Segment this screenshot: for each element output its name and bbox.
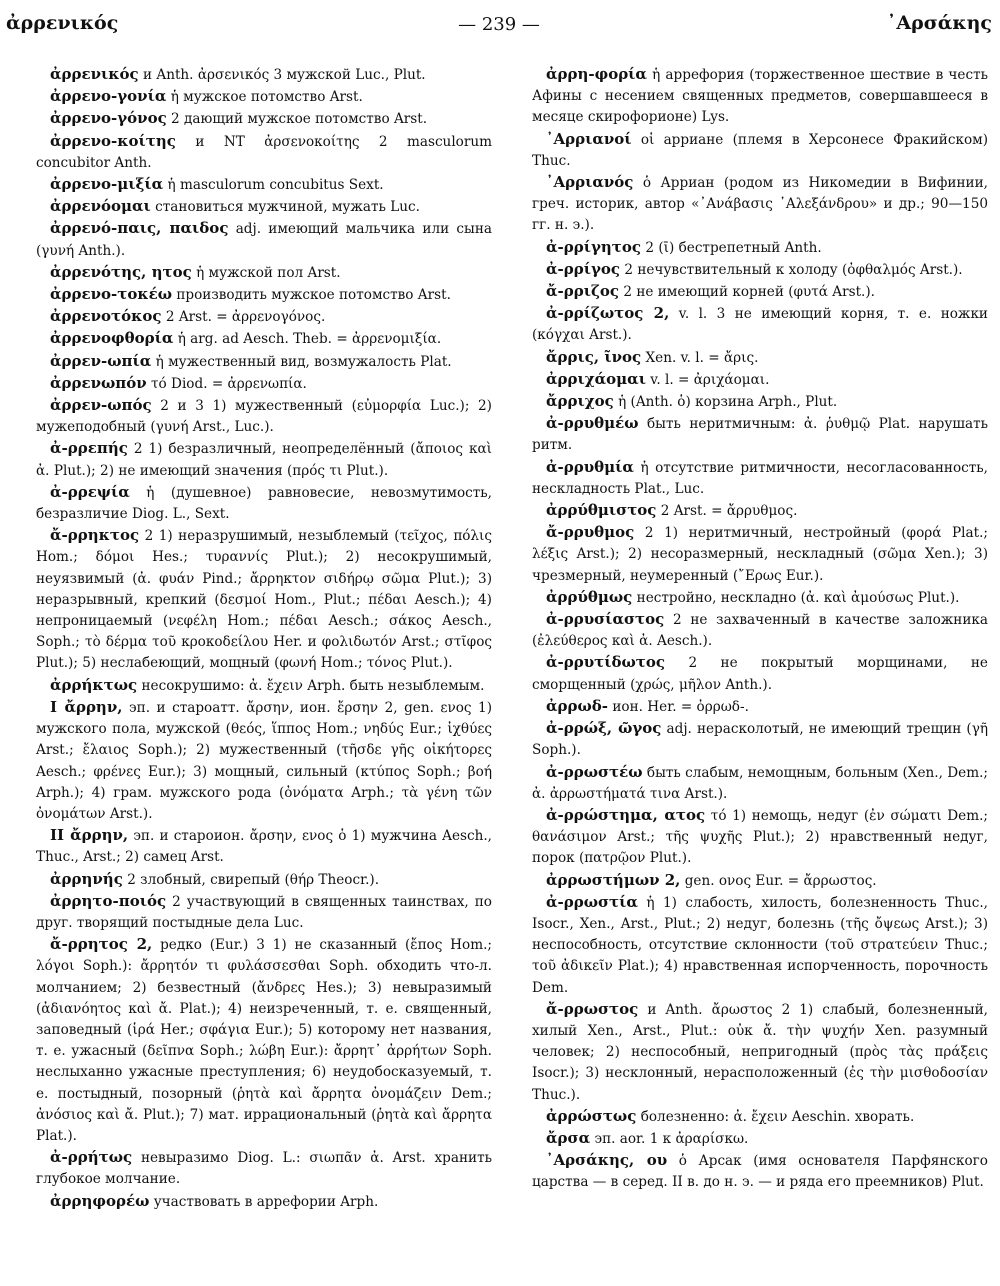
entry-headword: ἀρρενο-γόνος bbox=[50, 109, 167, 128]
entry-definition: v. l. 3 не имеющий корня, т. е. ножки (κόγχαι Arst.). bbox=[532, 306, 988, 344]
entry-definition: несокрушимо: ἀ. ἔχειν Arph. быть незыблемым. bbox=[141, 677, 485, 694]
dictionary-entry bbox=[532, 1106, 988, 1128]
entry-definition: ἡ мужской пол Arst. bbox=[196, 264, 341, 281]
entry-headword: ἀρρεν-ωπία bbox=[50, 351, 152, 370]
entry-definition: ἡ masculorum concubitus Sext. bbox=[167, 177, 384, 194]
header-right-guideword: ᾿Αρσάκης bbox=[886, 12, 992, 34]
dictionary-entry bbox=[532, 500, 988, 522]
dictionary-entry bbox=[36, 64, 492, 86]
dictionary-entry bbox=[36, 86, 492, 108]
entry-headword: ἀ-ρρυθμία bbox=[546, 457, 634, 476]
dictionary-entry bbox=[36, 351, 492, 373]
entry-definition: 2 не имеющий корней (φυτά Arst.). bbox=[623, 284, 876, 301]
entry-headword: ἀρρενο-κοίτης bbox=[50, 131, 176, 150]
entry-definition: 2 дающий мужское потомство Arst. bbox=[171, 111, 428, 128]
dictionary-entry bbox=[532, 303, 988, 346]
entry-definition: эп. aor. 1 к ἀραρίσκω. bbox=[594, 1130, 749, 1147]
dictionary-entry bbox=[532, 870, 988, 892]
entry-definition: ἡ аррефория (торжественное шествие в честь Афины с несением священных предметов, совершавшееся в месяце скирофорионе) Lys. bbox=[532, 67, 988, 126]
entry-definition: 2 1) неритмичный, нестройный (φορά Plat.; λέξις Arst.); 2) несоразмерный, нескладный (σῶμα Xen.); 3) чрезмерный, неумеренный (῎Ερως Eur.). bbox=[532, 525, 988, 584]
entry-definition: 2 Arst. = ἄρρυθμος. bbox=[660, 503, 798, 520]
dictionary-entry bbox=[36, 262, 492, 284]
entry-definition: οἱ арриане (племя в Херсонесе Фракийском) Thuc. bbox=[532, 131, 989, 169]
entry-headword: ᾿Αρσάκης, ου bbox=[546, 1151, 668, 1170]
entry-headword: ᾿Αρριανοί bbox=[546, 129, 632, 148]
entry-headword: ἀ-ρρίγητος bbox=[546, 237, 642, 256]
dictionary-entry bbox=[532, 718, 988, 761]
entry-definition: ὁ Арсак (имя основателя Парфянского царства — в серед. II в. до н. э. — и ряда его преемников) Plut. bbox=[532, 1153, 988, 1191]
entry-definition: τό 1) немощь, недуг (ἐν σώματι Dem.; θανάσιμον Arst.; τῆς ψυχῆς Plut.); 2) нравственный недуг, порок (πατρῷον Plut.). bbox=[532, 807, 988, 867]
entry-headword: ἀ-ρρυτίδωτος bbox=[546, 653, 665, 672]
dictionary-entry bbox=[532, 892, 988, 999]
entry-headword: ἀ-ρρωστέω bbox=[546, 762, 643, 781]
entry-headword: ἀρρενότης, ητος bbox=[50, 262, 192, 281]
entry-headword: ἀρρηφορέω bbox=[50, 1191, 150, 1210]
dictionary-entry bbox=[532, 64, 988, 129]
entry-definition: редко (Eur.) 3 1) не сказанный (ἔπος Hom.; λόγοι Soph.): ἄρρητόν τι φυλάσσεσθαι Soph. обходить что-л. молчанием; 2) безвестный (ἄνδρες Hes.); 3) невыразимый (ἀδιανόητος καὶ ἄ. Plat.); 4) неизреченный, т. е. священный, заповедный (ἱρά Her.; σφάγια Eur.); 5) которому нет названия, т. е. ужасный (δεῖπνα Soph.; λώβη Eur.): ἄρρητ᾽ ἀρρήτων Soph. неслыханно ужасные преступления; 6) неудобосказуемый, т. е. постыдный, позорный (ῥητὰ καὶ ἄρρητα ὀνομάζειν Dem.; ἀνόσιος καὶ ἄ. Plut.); 7) мат. иррациональный (ῥητὰ καὶ ἄρρητα Plat.). bbox=[36, 937, 492, 1144]
entry-definition: ἡ 1) слабость, хилость, болезненность Thuc., Isocr., Xen., Arst., Plut.; 2) недуг, болезнь (τῆς ὄψεως Arst.); 3) неспособность, отсутствие склонности (τοῦ στρατεύειν Thuc.; τοῦ ἀδικεῖν Plat.); 4) нравственная испорченность, порочность Dem. bbox=[532, 894, 988, 996]
entry-headword: ἀ-ρρήτως bbox=[50, 1148, 133, 1167]
entry-definition: 2 нечувствительный к холоду (ὀφθαλμός Arst.). bbox=[624, 261, 963, 278]
dictionary-entry bbox=[532, 129, 988, 172]
dictionary-entry bbox=[532, 762, 988, 805]
entry-definition: производить мужское потомство Arst. bbox=[176, 287, 451, 304]
dictionary-entry bbox=[532, 259, 988, 281]
entry-headword: II ἄρρην, bbox=[50, 826, 129, 845]
entry-headword: ᾿Αρριανός bbox=[546, 173, 634, 192]
dictionary-entry bbox=[36, 1147, 492, 1190]
entry-headword: ἀ-ρρεπής bbox=[50, 439, 128, 458]
entry-headword: ἀρρηνής bbox=[50, 869, 123, 888]
dictionary-entry bbox=[532, 999, 988, 1106]
entry-headword: ἀρρη-φορία bbox=[546, 65, 647, 83]
entry-definition: ἡ отсутствие ритмичности, несогласованность, нескладность Plat., Luc. bbox=[532, 459, 988, 497]
dictionary-entry bbox=[532, 413, 988, 456]
header-left-guideword: ἀρρενικός bbox=[6, 12, 119, 34]
entry-definition: 2 1) неразрушимый, незыблемый (τεῖχος, πόλις Hom.; δόμοι Hes.; τυραννίς Plut.); 2) несокрушимый, неуязвимый (ἀ. φυάν Pind.; ἄρρηκτον σιδήρῳ σῶμα Plut.); 3) неразрывный, крепкий (δεσμοί Hom., Plut.; πέδαι Aesch.); 4) непроницаемый (νεφέλη Hom.; πέδαι Aesch.; σάκος Aesch., Soph.; τὸ δέρμα τοῦ κροκοδείλου Her. и φολιδωτόν Arst.; στῖφος Plut.); 5) неслабеющий, мощный (φωνή Hom.; τόνος Plut.). bbox=[36, 528, 492, 672]
entry-headword: ἀ-ρρώξ, ῶγος bbox=[546, 719, 662, 738]
dictionary-entry bbox=[36, 934, 492, 1147]
entry-definition: быть слабым, немощным, больным (Xen., Dem.; ἀ. ἀρρωστήματά τινα Arst.). bbox=[532, 764, 988, 802]
dictionary-entry bbox=[36, 438, 492, 481]
dictionary-entry bbox=[532, 1150, 988, 1193]
entry-headword: ἀ-ρρυσίαστος bbox=[546, 610, 665, 629]
entry-definition: ἡ (душевное) равновесие, невозмутимость, безразличие Diog. L., Sext. bbox=[36, 484, 492, 523]
entry-definition: быть неритмичным: ἀ. ῥυθμῷ Plat. нарушать ритм. bbox=[532, 416, 989, 454]
dictionary-entry bbox=[36, 1191, 492, 1213]
entry-headword: I ἄρρην, bbox=[50, 697, 123, 716]
entry-definition: τό Diod. = ἀρρενωπία. bbox=[151, 375, 307, 392]
entry-definition: становиться мужчиной, мужать Luc. bbox=[155, 199, 420, 216]
entry-headword: ἀ-ρρώστημα, ατος bbox=[546, 805, 706, 824]
dictionary-entry bbox=[532, 237, 988, 259]
entry-headword: ἀρρενο-τοκέω bbox=[50, 285, 172, 304]
dictionary-entry bbox=[36, 482, 492, 525]
entry-definition: gen. ονος Eur. = ἄρρωστος. bbox=[684, 872, 877, 889]
entry-headword: ἀρρωδ- bbox=[546, 696, 609, 715]
entry-headword: ἀρρενο-μιξία bbox=[50, 175, 164, 194]
right-column bbox=[532, 64, 988, 1286]
dictionary-entry bbox=[532, 347, 988, 369]
entry-definition: 2 (ῑ) бестрепетный Anth. bbox=[645, 239, 822, 256]
dictionary-entry bbox=[532, 457, 988, 500]
dictionary-entry bbox=[532, 696, 988, 718]
dictionary-entry bbox=[36, 373, 492, 395]
entry-headword: ἀ-ρρίγος bbox=[546, 259, 621, 278]
entry-definition: 2 участвующий в священных таинствах, по друг. творящий постыдные дела Luc. bbox=[36, 893, 492, 931]
entry-definition: ὁ Арриан (родом из Никомедии в Вифинии, греч. историк, автор «᾿Ανάβασις ᾿Αλεξάνδρου» и др.; 90—150 гг. н. э.). bbox=[532, 175, 988, 234]
dictionary-entry bbox=[36, 284, 492, 306]
dictionary-entry bbox=[36, 108, 492, 130]
entry-headword: ἀ-ρρίζωτος 2, bbox=[546, 304, 670, 323]
entry-headword: ἀρρύθμιστος bbox=[546, 501, 657, 520]
dictionary-entry bbox=[36, 218, 492, 261]
entry-definition: 2 и 3 1) мужественный (εὐμορφία Luc.); 2) мужеподобный (γυνή Arst., Luc.). bbox=[36, 398, 492, 436]
dictionary-entry bbox=[532, 281, 988, 303]
entry-definition: adj. нерасколотый, не имеющий трещин (γῆ Soph.). bbox=[532, 721, 989, 759]
dictionary-entry bbox=[36, 328, 492, 350]
dictionary-entry bbox=[36, 825, 492, 868]
entry-definition: и Anth. ἄρωστος 2 1) слабый, болезненный, хилый Xen., Arst., Plut.: οὐκ ἄ. τὴν ψυχήν Xen. разумный человек; 2) неспособный, непригодный (πρὸς τὰς πράξεις Isocr.); 3) несклонный, нерасположенный (ἐς τὴν μισθοδοσίαν Thuc.). bbox=[532, 1001, 988, 1103]
entry-headword: ἀρρενικός bbox=[50, 65, 139, 83]
entry-headword: ἀρριχάομαι bbox=[546, 369, 646, 388]
entry-headword: ἄ-ρρυθμος bbox=[546, 523, 635, 542]
entry-headword: ἀρρενό-παις, παιδος bbox=[50, 219, 229, 238]
entry-definition: участвовать в аррефории Arph. bbox=[153, 1193, 379, 1210]
entry-definition: 2 Arst. = ἀρρενογόνος. bbox=[165, 309, 326, 326]
entry-headword: ἀ-ρρυθμέω bbox=[546, 414, 639, 433]
entry-headword: ἀρρήκτως bbox=[50, 675, 138, 694]
entry-headword: ἄρρις, ῖνος bbox=[546, 347, 642, 366]
entry-definition: и NT ἀρσενοκοίτης 2 masculorum concubitor Anth. bbox=[36, 133, 492, 171]
entry-definition: ἡ мужественный вид, возмужалость Plat. bbox=[155, 353, 452, 370]
entry-definition: ἡ arg. ad Aesch. Theb. = ἀρρενομιξία. bbox=[177, 331, 442, 348]
entry-definition: эп. и староатт. ἄρσην, ион. ἔρσην 2, gen. ενος 1) мужского пола, мужской (θεός, ἵππος Hom.; νηδύς Eur.; ἰχθύες Arst.; ἔλαιος Soph.); 2) мужественный (τῆσδε γῆς οἰκήτορες Aesch.; φρένες Eur.); 3) мощный, сильный (κτύπος Soph.; βοή Arph.); 4) грам. мужского рода (ὀνόματα Arph.; τὰ γένη τῶν ὀνομάτων Arst.). bbox=[36, 699, 492, 822]
entry-definition: невыразимо Diog. L.: σιωπᾶν ἀ. Arst. хранить глубокое молчание. bbox=[36, 1150, 492, 1188]
entry-definition: v. l. = ἀριχάομαι. bbox=[650, 371, 770, 388]
entry-definition: adj. имеющий мальчика или сына (γυνή Anth.). bbox=[36, 221, 492, 259]
entry-headword: ἄ-ρριζος bbox=[546, 282, 620, 301]
entry-definition: 2 не захваченный в качестве заложника (ἐλεύθερος καὶ ἀ. Aesch.). bbox=[532, 612, 988, 650]
left-column bbox=[36, 64, 492, 1286]
dictionary-entry bbox=[532, 587, 988, 609]
entry-headword: ἀρρώστως bbox=[546, 1106, 637, 1125]
dictionary-entry bbox=[36, 306, 492, 328]
entry-headword: ἄρριχος bbox=[546, 392, 614, 411]
entry-definition: 2 1) безразличный, неопределённый (ἄποιος καὶ ἀ. Plut.); 2) не имеющий значения (πρός τι Plut.). bbox=[36, 441, 492, 479]
entry-headword: ἄ-ρρωστος bbox=[546, 999, 639, 1018]
dictionary-entry bbox=[532, 609, 988, 652]
entry-headword: ἀρρενόομαι bbox=[50, 197, 151, 216]
entry-definition: 2 злобный, свирепый (θήρ Theocr.). bbox=[127, 871, 380, 888]
dictionary-columns bbox=[36, 64, 988, 1286]
dictionary-entry bbox=[36, 131, 492, 174]
entry-headword: ἀρρενο-γονία bbox=[50, 87, 167, 106]
entry-headword: ἀ-ρρεψία bbox=[50, 482, 130, 501]
entry-definition: 2 не покрытый морщинами, не сморщенный (χρώς, μῆλον Anth.). bbox=[532, 655, 988, 693]
entry-definition: нестройно, нескладно (ἀ. καὶ ἀμούσως Plut.). bbox=[636, 589, 960, 606]
entry-headword: ἀρρεν-ωπός bbox=[50, 396, 152, 415]
entry-definition: ἡ мужское потомство Arst. bbox=[170, 89, 363, 106]
entry-headword: ἀρρητο-ποιός bbox=[50, 891, 167, 910]
entry-headword: ἀρρύθμως bbox=[546, 587, 633, 606]
dictionary-entry bbox=[36, 196, 492, 218]
entry-definition: болезненно: ἀ. ἔχειν Aeschin. хворать. bbox=[640, 1108, 915, 1125]
entry-headword: ἄ-ρρητος 2, bbox=[50, 935, 153, 954]
dictionary-entry bbox=[36, 395, 492, 438]
entry-definition: ἡ (Anth. ὁ) корзина Arph., Plut. bbox=[618, 394, 838, 411]
page-number: — 239 — bbox=[458, 14, 540, 35]
dictionary-entry bbox=[36, 525, 492, 674]
dictionary-entry bbox=[532, 652, 988, 695]
entry-definition: Xen. v. l. = ἄρις. bbox=[645, 349, 759, 366]
dictionary-entry bbox=[532, 172, 988, 237]
dictionary-entry bbox=[36, 675, 492, 697]
dictionary-entry bbox=[532, 522, 988, 587]
entry-definition: и Anth. ἀρσενικός 3 мужской Luc., Plut. bbox=[143, 67, 426, 83]
dictionary-entry bbox=[36, 174, 492, 196]
dictionary-entry bbox=[36, 869, 492, 891]
dictionary-entry bbox=[532, 369, 988, 391]
entry-headword: ἀ-ρρωστία bbox=[546, 892, 638, 911]
entry-headword: ἄ-ρρηκτος bbox=[50, 526, 140, 545]
dictionary-entry bbox=[532, 805, 988, 870]
entry-headword: ἀρρωστήμων 2, bbox=[546, 870, 681, 889]
dictionary-entry bbox=[36, 891, 492, 934]
entry-headword: ἀρρενωπόν bbox=[50, 373, 147, 392]
dictionary-entry bbox=[532, 391, 988, 413]
entry-headword: ἄρσα bbox=[546, 1128, 591, 1147]
entry-definition: эп. и староион. ἄρσην, ενος ὁ 1) мужчина Aesch., Thuc., Arst.; 2) самец Arst. bbox=[36, 828, 492, 866]
entry-definition: ион. Her. = ὀρρωδ-. bbox=[612, 698, 749, 715]
page-header bbox=[6, 8, 992, 42]
entry-headword: ἀρρενοτόκος bbox=[50, 307, 162, 326]
dictionary-entry bbox=[532, 1128, 988, 1150]
entry-headword: ἀρρενοφθορία bbox=[50, 329, 174, 348]
dictionary-entry bbox=[36, 697, 492, 825]
